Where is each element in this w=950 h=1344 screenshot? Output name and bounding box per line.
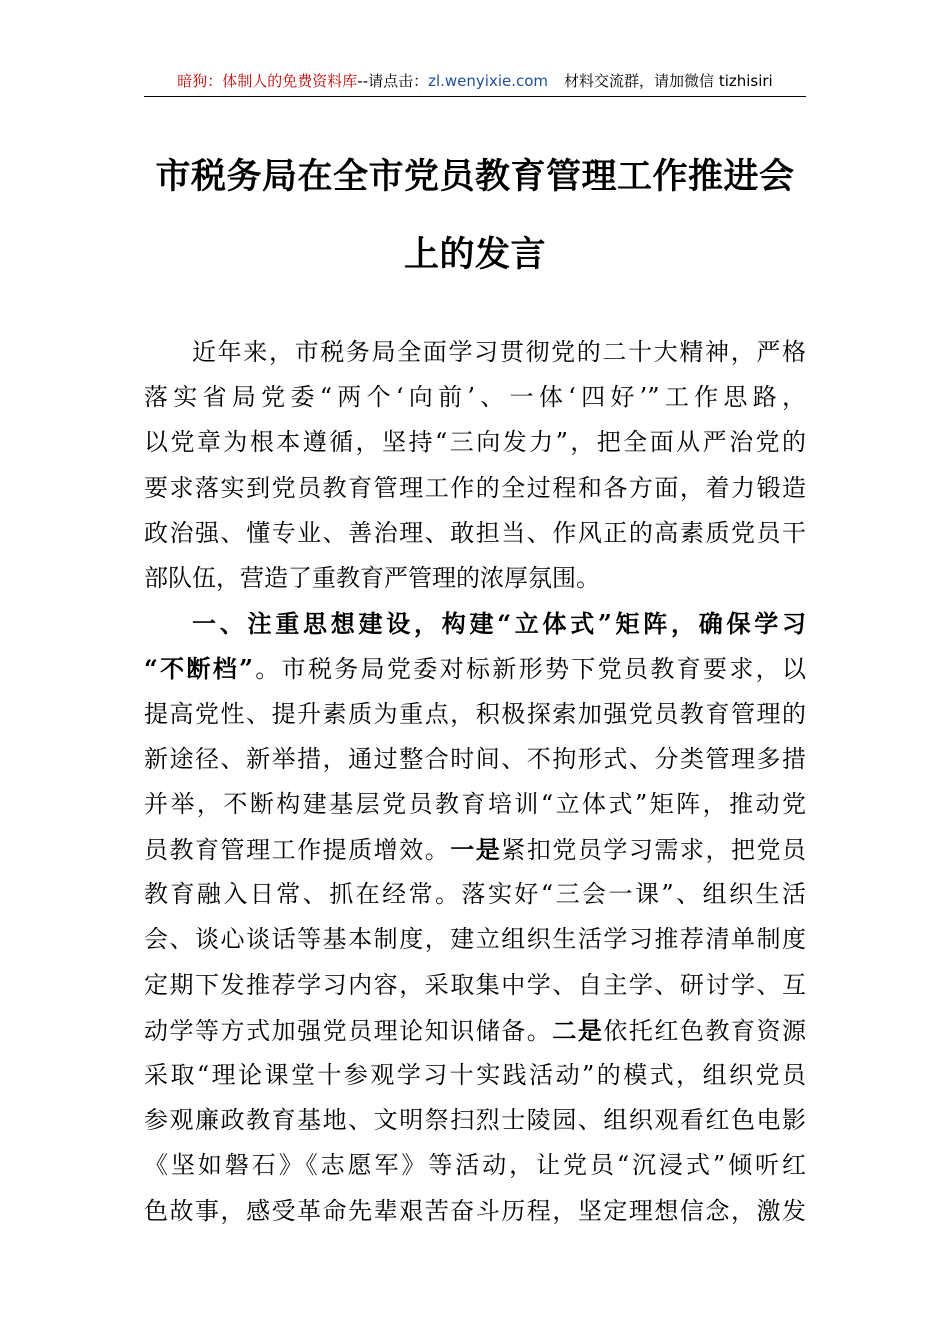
text-line: 要求落实到党员教育管理工作的全过程和各方面，着力锻造 bbox=[144, 473, 806, 502]
text-span: 员教育管理工作提质增效。 bbox=[144, 836, 451, 865]
text-span: 紧扣党员学习需求，把党员 bbox=[501, 836, 806, 865]
header-group-label: 材料交流群，请加微信 tizhisiri bbox=[564, 72, 773, 90]
document-title bbox=[144, 138, 806, 294]
text-line: 并举，不断构建基层党员教育培训“立体式”矩阵，推动党 bbox=[144, 789, 806, 818]
text-span: 。市税务局党委对标新形势下党员教育要求，以 bbox=[252, 655, 806, 684]
page-header bbox=[144, 70, 806, 97]
text-line bbox=[144, 827, 806, 872]
text-line: 采取“理论课堂十参观学习十实践活动”的模式，组织党员 bbox=[144, 1061, 806, 1089]
text-span: 动学等方式加强党员理论知识储备。 bbox=[144, 1016, 553, 1045]
paragraph-section-one bbox=[144, 601, 806, 1234]
header-click-label: --请点击： bbox=[357, 72, 429, 90]
paragraph-intro bbox=[144, 330, 806, 601]
header-site-label: 暗狗：体制人的免费资料库 bbox=[177, 72, 358, 90]
text-line: 教育融入日常、抓在经常。落实好“三会一课”、组织生活 bbox=[144, 880, 806, 909]
text-line: 近年来，市税务局全面学习贯彻党的二十大精神，严格 bbox=[192, 338, 806, 366]
text-line: 以党章为根本遵循，坚持“三向发力”，把全面从严治党的 bbox=[144, 428, 806, 457]
text-line bbox=[144, 1008, 806, 1053]
text-line: 定期下发推荐学习内容，采取集中学、自主学、研讨学、互 bbox=[144, 970, 806, 999]
text-line: 提高党性、提升素质为重点，积极探索加强党员教育管理的 bbox=[144, 699, 806, 728]
text-line: 政治强、懂专业、善治理、敢担当、作风正的高素质党员干 bbox=[144, 518, 806, 547]
title-line-1: 市税务局在全市党员教育管理工作推进会 bbox=[155, 156, 795, 197]
text-line: 落实省局党委“两个‘向前’、一体‘四好’”工作思路， bbox=[144, 383, 806, 412]
text-line: 会、谈心谈话等基本制度，建立组织生活学习推荐清单制度 bbox=[144, 925, 806, 954]
point-marker: 二是 bbox=[552, 1015, 604, 1045]
text-line: 《坚如磐石》《志愿军》等活动，让党员“沉浸式”倾听红 bbox=[144, 1151, 806, 1180]
text-line: 色故事，感受革命先辈艰苦奋斗历程，坚定理想信念，激发 bbox=[144, 1196, 806, 1225]
text-line: 新途径、新举措，通过整合时间、不拘形式、分类管理多措 bbox=[144, 744, 806, 773]
header-url-link[interactable]: zl.wenyixie.com bbox=[428, 72, 549, 90]
document-body bbox=[144, 330, 806, 1234]
section-heading: 一、注重思想建设，构建“立体式”矩阵，确保学习 bbox=[192, 609, 806, 639]
section-heading-continued: “不断档” bbox=[144, 654, 253, 684]
point-marker: 一是 bbox=[450, 835, 502, 865]
text-line bbox=[144, 646, 806, 691]
title-line-2: 上的发言 bbox=[403, 234, 546, 275]
text-span: 依托红色教育资源 bbox=[603, 1016, 806, 1045]
text-line: 参观廉政教育基地、文明祭扫烈士陵园、组织观看红色电影 bbox=[144, 1106, 806, 1135]
text-line: 部队伍，营造了重教育严管理的浓厚氛围。 bbox=[144, 563, 600, 592]
